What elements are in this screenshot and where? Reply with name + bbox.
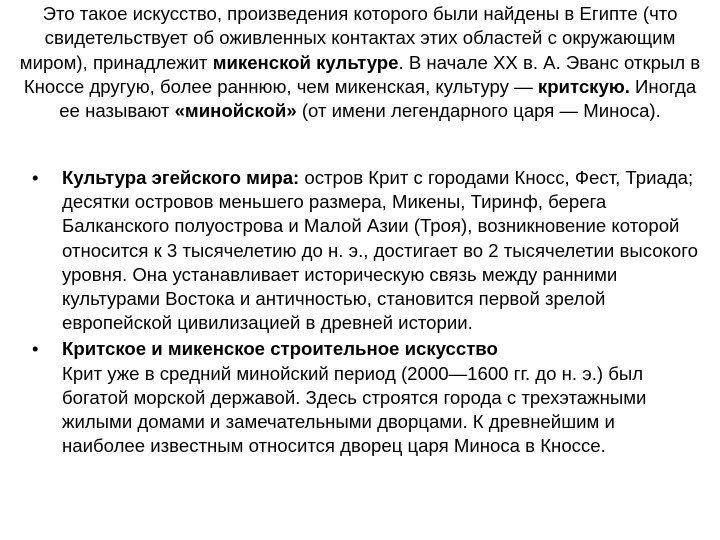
bullet-item-cretan-mycenaean-architecture — [30, 337, 700, 458]
intro-bold-cretan: критскую. — [537, 75, 630, 97]
intro-text-2: . В начале XX в. А. Эванс открыл в Кноссе другую, более раннюю, чем микенская, культуру — — [23, 51, 701, 97]
intro-text-3: Иногда ее называют — [59, 75, 697, 122]
bullet-marker: • — [32, 338, 39, 360]
intro-text-1: Это такое искусство, произведения которого были найдены в Египте (что свидетельствует об оживленных контактах этих областей с окружающим миром), принадлежит — [19, 3, 678, 73]
bullet-heading: Критское и микенское строительное искусство — [62, 338, 498, 360]
bullet-text: остров Крит с городами Кносс, Фест, Триада; десятки островов меньшего размера, Микены, Тиринф, берега Балканского полуострова и Малой Азии (Троя), возникновение которой относится к 3 тысячелетию до н. э., достигает во 2 тысячелетии высокого уровня. Она устанавливает историческую связь между ранними культурами Востока и античностью, становится первой зрелой европейской цивилизацией в древней истории. — [62, 167, 698, 334]
intro-bold-minoan: «минойской» — [174, 100, 297, 122]
intro-paragraph — [14, 2, 706, 123]
bullet-item-aegean-culture — [30, 166, 700, 335]
intro-bold-mycenaean-culture: микенской культуре — [212, 51, 399, 73]
bullet-heading: Культура эгейского мира: — [62, 167, 300, 188]
bullet-list — [30, 166, 700, 460]
bullet-text: Крит уже в средний минойский период (2000—1600 гг. до н. э.) был богатой морской державой. Здесь строятся города с трехэтажными жилыми домами и замечательными дворцами. К древнейшим и наиболее известным относится дворец царя Миноса в Кноссе. — [62, 362, 647, 457]
intro-text-4: (от имени легендарного царя — Миноса). — [296, 100, 661, 122]
bullet-marker: • — [32, 167, 39, 188]
